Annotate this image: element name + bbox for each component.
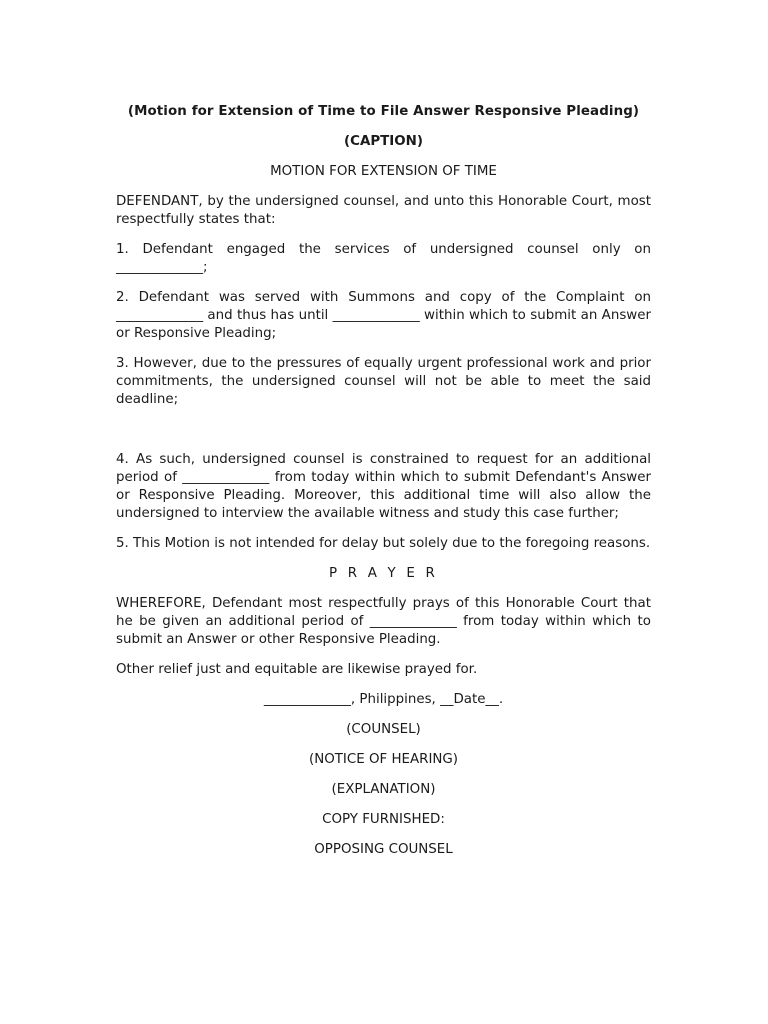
counsel-line: (COUNSEL) bbox=[346, 722, 421, 737]
place-date-line: _____________, Philippines, __Date__. bbox=[263, 692, 504, 707]
paragraph-3: 3. However, due to the pressures of equally urgent professional work and prior commitments, the undersigned counsel will not be able to meet the said deadline; bbox=[116, 356, 651, 407]
explanation-line: (EXPLANATION) bbox=[331, 782, 436, 797]
prayer-heading: P R A Y E R bbox=[329, 566, 438, 581]
caption: (CAPTION) bbox=[344, 134, 423, 149]
document-page bbox=[116, 103, 651, 871]
intro-paragraph: DEFENDANT, by the undersigned counsel, and unto this Honorable Court, most respectfully states that: bbox=[116, 194, 651, 227]
paragraph-5: 5. This Motion is not intended for delay but solely due to the foregoing reasons. bbox=[116, 536, 651, 551]
motion-heading: MOTION FOR EXTENSION OF TIME bbox=[270, 164, 497, 179]
opposing-counsel-line: OPPOSING COUNSEL bbox=[314, 842, 453, 857]
copy-furnished-line: COPY FURNISHED: bbox=[322, 812, 445, 827]
paragraph-1: 1. Defendant engaged the services of undersigned counsel only on _____________; bbox=[116, 242, 651, 275]
document-title: (Motion for Extension of Time to File Answer Responsive Pleading) bbox=[127, 104, 640, 119]
notice-of-hearing-line: (NOTICE OF HEARING) bbox=[308, 752, 459, 767]
wherefore-paragraph: WHEREFORE, Defendant most respectfully prays of this Honorable Court that he be given an additional period of _____________ from today within which to submit an Answer or other Responsive Pleading. bbox=[116, 596, 651, 647]
other-relief-paragraph: Other relief just and equitable are likewise prayed for. bbox=[116, 662, 478, 677]
paragraph-2: 2. Defendant was served with Summons and copy of the Complaint on _____________ and thus has until _____________ within which to submit an Answer or Responsive Pleading; bbox=[116, 290, 651, 341]
paragraph-4: 4. As such, undersigned counsel is constrained to request for an additional period of _____________ from today within which to submit Defendant's Answer or Responsive Pleading. Moreover, this additional time will also allow the undersigned to interview the available witness and study this case further; bbox=[116, 452, 651, 521]
